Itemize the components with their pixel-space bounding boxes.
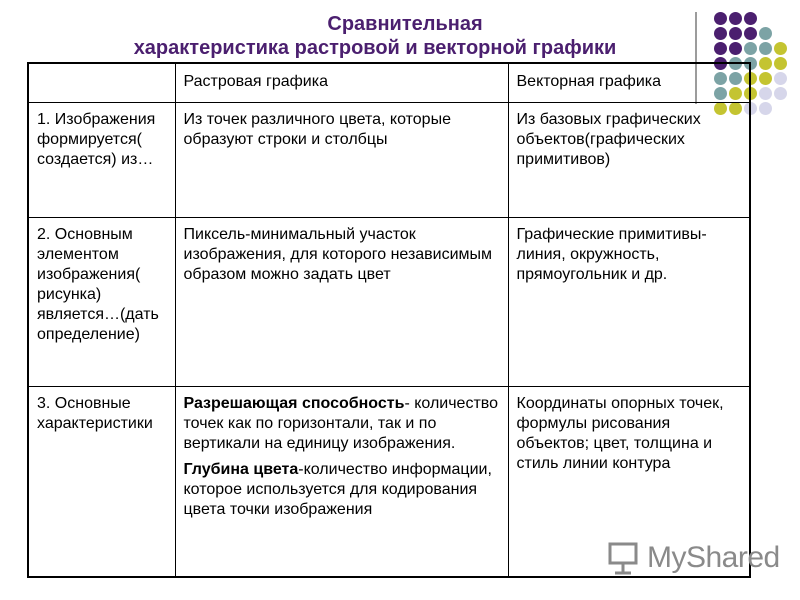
decor-dot <box>759 87 772 100</box>
header-vector: Векторная графика <box>508 63 750 103</box>
header-raster: Растровая графика <box>175 63 508 103</box>
title-line-1: Сравнительная <box>327 13 483 35</box>
comparison-table <box>27 62 751 578</box>
decor-dot <box>774 57 787 70</box>
vector-cell: Из базовых графических объектов(графических примитивов) <box>508 103 750 218</box>
presentation-screen-icon <box>607 540 641 587</box>
definition-color-depth: -количество информации, которое используется для кодирования цвета точки изображения <box>183 461 492 518</box>
raster-paragraph-1 <box>184 395 499 452</box>
decor-dot <box>714 27 727 40</box>
decor-dot <box>774 42 787 55</box>
watermark-text: MyShared <box>647 541 780 574</box>
table-row <box>28 103 750 218</box>
decor-dot <box>744 12 757 25</box>
table-header-row <box>28 63 750 103</box>
vector-cell: Координаты опорных точек, формулы рисования объектов; цвет, толщина и стиль линии контура <box>508 387 750 577</box>
decor-dot <box>729 42 742 55</box>
criterion-cell: 1. Изображения формируется( создается) из… <box>28 103 175 218</box>
term-resolution: Разрешающая способность <box>183 395 405 412</box>
criterion-cell: 3. Основные характеристики <box>28 387 175 577</box>
raster-cell <box>175 387 508 577</box>
decor-dot <box>774 72 787 85</box>
raster-cell: Пиксель-минимальный участок изображения, для которого независимым образом можно задать цвет <box>175 218 508 387</box>
watermark <box>607 538 780 578</box>
term-color-depth: Глубина цвета <box>183 461 299 478</box>
decor-dot <box>744 27 757 40</box>
decor-dot <box>759 27 772 40</box>
raster-paragraph-2 <box>184 460 500 520</box>
decor-dot <box>759 102 772 115</box>
page-title <box>20 12 780 60</box>
header-empty-cell <box>28 63 175 103</box>
criterion-cell: 2. Основным элементом изображения( рисунка) является…(дать определение) <box>28 218 175 387</box>
decor-dot <box>759 42 772 55</box>
decor-dot <box>759 57 772 70</box>
title-line-2: характеристика растровой и векторной графики <box>133 37 617 59</box>
decor-dot <box>774 87 787 100</box>
decor-dot <box>729 12 742 25</box>
vector-cell: Графические примитивы-линия, окружность, прямоугольник и др. <box>508 218 750 387</box>
table-row <box>28 218 750 387</box>
decor-dot <box>714 12 727 25</box>
decor-dot <box>714 42 727 55</box>
decor-dot <box>759 72 772 85</box>
decor-dot <box>744 42 757 55</box>
raster-cell: Из точек различного цвета, которые образуют строки и столбцы <box>175 103 508 218</box>
definition-resolution: - количество точек как по горизонтали, так и по вертикали на единицу изображения. <box>183 395 498 452</box>
decor-dot <box>729 27 742 40</box>
